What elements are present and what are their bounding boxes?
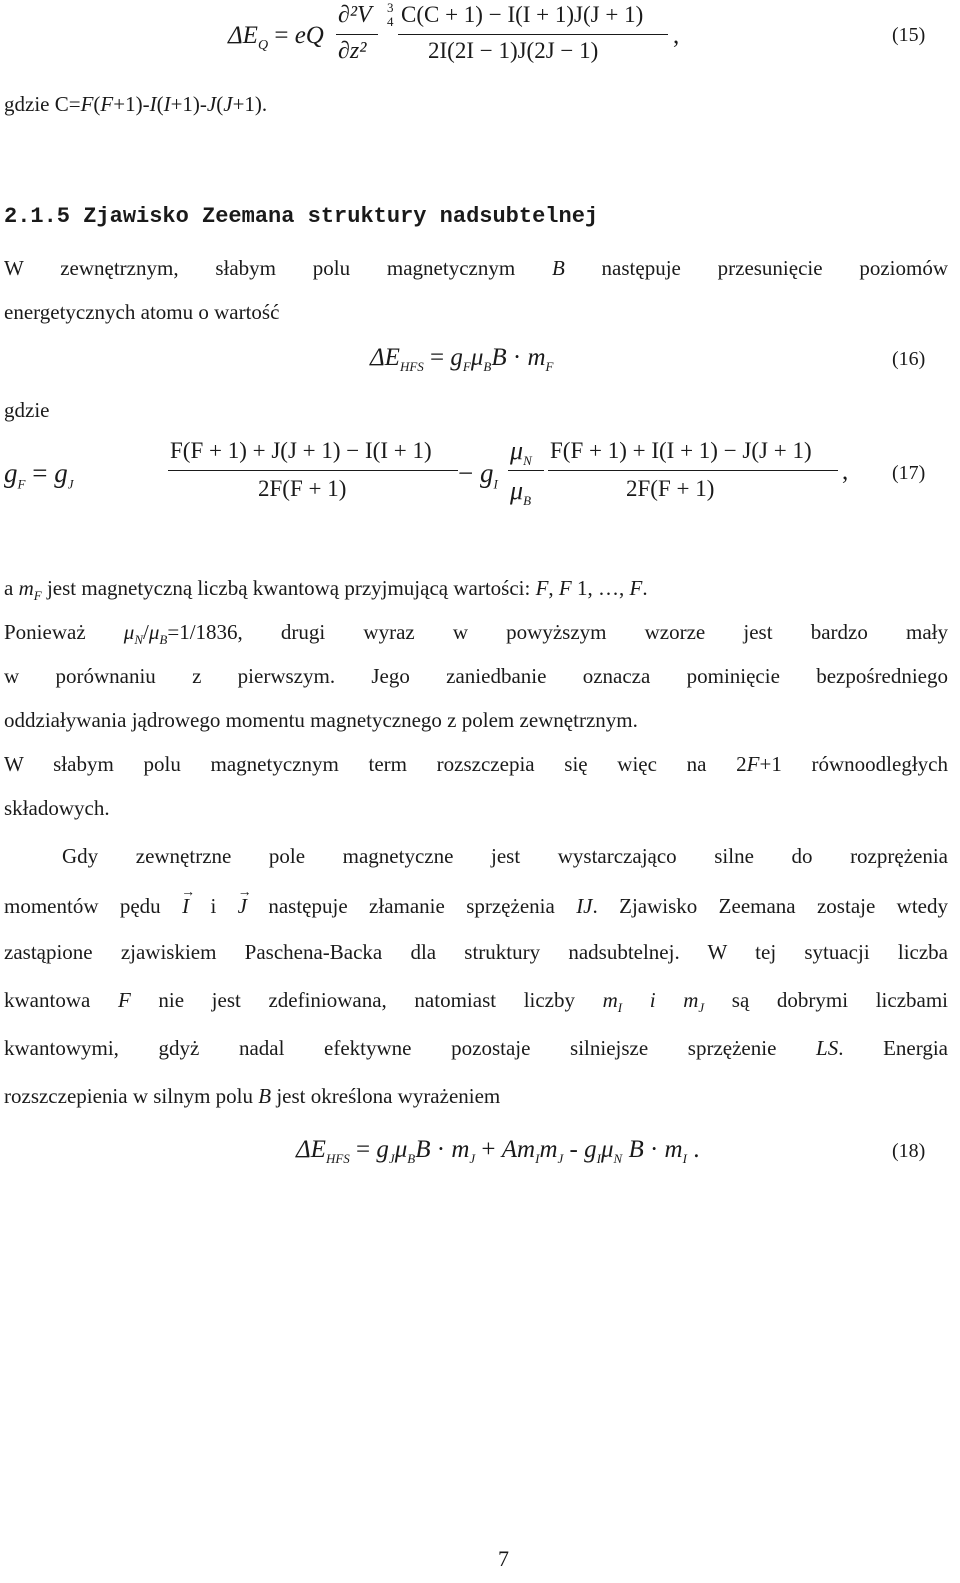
para1-line1: W zewnętrznym, słabym polu magnetycznym B następuje przesunięcie poziomów <box>4 256 948 280</box>
section-heading: 2.1.5 Zjawisko Zeemana struktury nadsubtelnej <box>4 204 599 229</box>
para2-line6: składowych. <box>4 796 110 820</box>
page-number: 7 <box>498 1546 509 1571</box>
eq17-num1: F(F + 1) + J(J + 1) − I(I + 1) <box>170 438 432 463</box>
eq18: $\Delta E_{HFS} = g_J\mu_BB \cdot m_J + Am_Im_J - g_I\mu_N$ $B \cdot m_I$ . <box>296 1136 700 1166</box>
para3-line6: rozszczepienia w silnym polu B jest określona wyrażeniem <box>4 1084 501 1108</box>
gdzie-label: gdzie <box>4 398 50 422</box>
eq17-den2: 2F(F + 1) <box>626 476 715 501</box>
eq17-num2: F(F + 1) + I(I + 1) − J(J + 1) <box>550 438 812 463</box>
eq15-number: (15) <box>892 24 926 46</box>
para2-line1: a $m_F$ jest magnetyczną liczbą kwantową przyjmującą wartości: F, F 1, …, F. <box>4 576 648 604</box>
para3-line4: kwantowa F nie jest zdefiniowana, natomiast liczby $m_I$ i $m_J$ są dobrymi liczbami <box>4 988 949 1016</box>
eq17-comma: , <box>842 458 849 485</box>
eq16: $\Delta E_{HFS} = g_F\mu_BB \cdot m_F$ <box>370 344 554 374</box>
eq15-dz2: ∂z² <box>338 38 367 64</box>
eq15-lhs: $\Delta E_Q$ = eQ <box>228 22 324 53</box>
para2-line5: W słabym polu magnetycznym term rozszczepia się więc na 2F+1 równoodległych <box>4 752 948 776</box>
eq17-lhs: $g_F = g_J$ <box>4 458 74 492</box>
eq15-frac34-den: 4 <box>387 14 394 29</box>
para2-line3: w porównaniu z pierwszym. Jego zaniedbanie oznacza pominięcie bezpośredniego <box>4 664 948 688</box>
para3-line2: momentów pędu I → i J → następuje złamanie sprzężenia IJ. Zjawisko Zeemana zostaje wtedy <box>4 885 948 918</box>
eq17-number: (17) <box>892 462 926 484</box>
eq17-mu-n: $\mu_N$ <box>510 436 532 469</box>
para2-line2: Ponieważ $\mu_N/\mu_B=1/1836$, drugi wyraz w powyższym wzorze jest bardzo mały <box>4 620 948 648</box>
para2-line4: oddziaływania jądrowego momentu magnetycznego z polem zewnętrznym. <box>4 708 638 732</box>
para1-line2: energetycznych atomu o wartość <box>4 300 280 324</box>
eq15-frac34-num: 3 <box>387 0 394 15</box>
para3-line1: Gdy zewnętrzne pole magnetyczne jest wystarczająco silne do rozprężenia <box>62 844 948 868</box>
eq17-den1: 2F(F + 1) <box>258 476 347 501</box>
eq15-comma: , <box>673 22 680 49</box>
gdzie-c-text: gdzie C=F(F+1)-I(I+1)-J(J+1). <box>4 92 268 116</box>
eq15-d2v: ∂²V <box>338 2 372 28</box>
para3-line3: zastąpione zjawiskiem Paschena-Backa dla struktury nadsubtelnej. W tej sytuacji liczba <box>4 940 948 964</box>
eq17-mu-b: $\mu_B$ <box>510 476 532 509</box>
para3-line5: kwantowymi, gdyż nadal efektywne pozostaje silniejsze sprzężenie LS. Energia <box>4 1036 949 1060</box>
eq18-number: (18) <box>892 1140 926 1162</box>
eq15-den: 2I(2I − 1)J(2J − 1) <box>428 38 599 63</box>
eq16-number: (16) <box>892 348 926 370</box>
eq17-minus-gi: − $g_I$ <box>458 458 498 492</box>
eq15-num: C(C + 1) − I(I + 1)J(J + 1) <box>401 2 644 27</box>
